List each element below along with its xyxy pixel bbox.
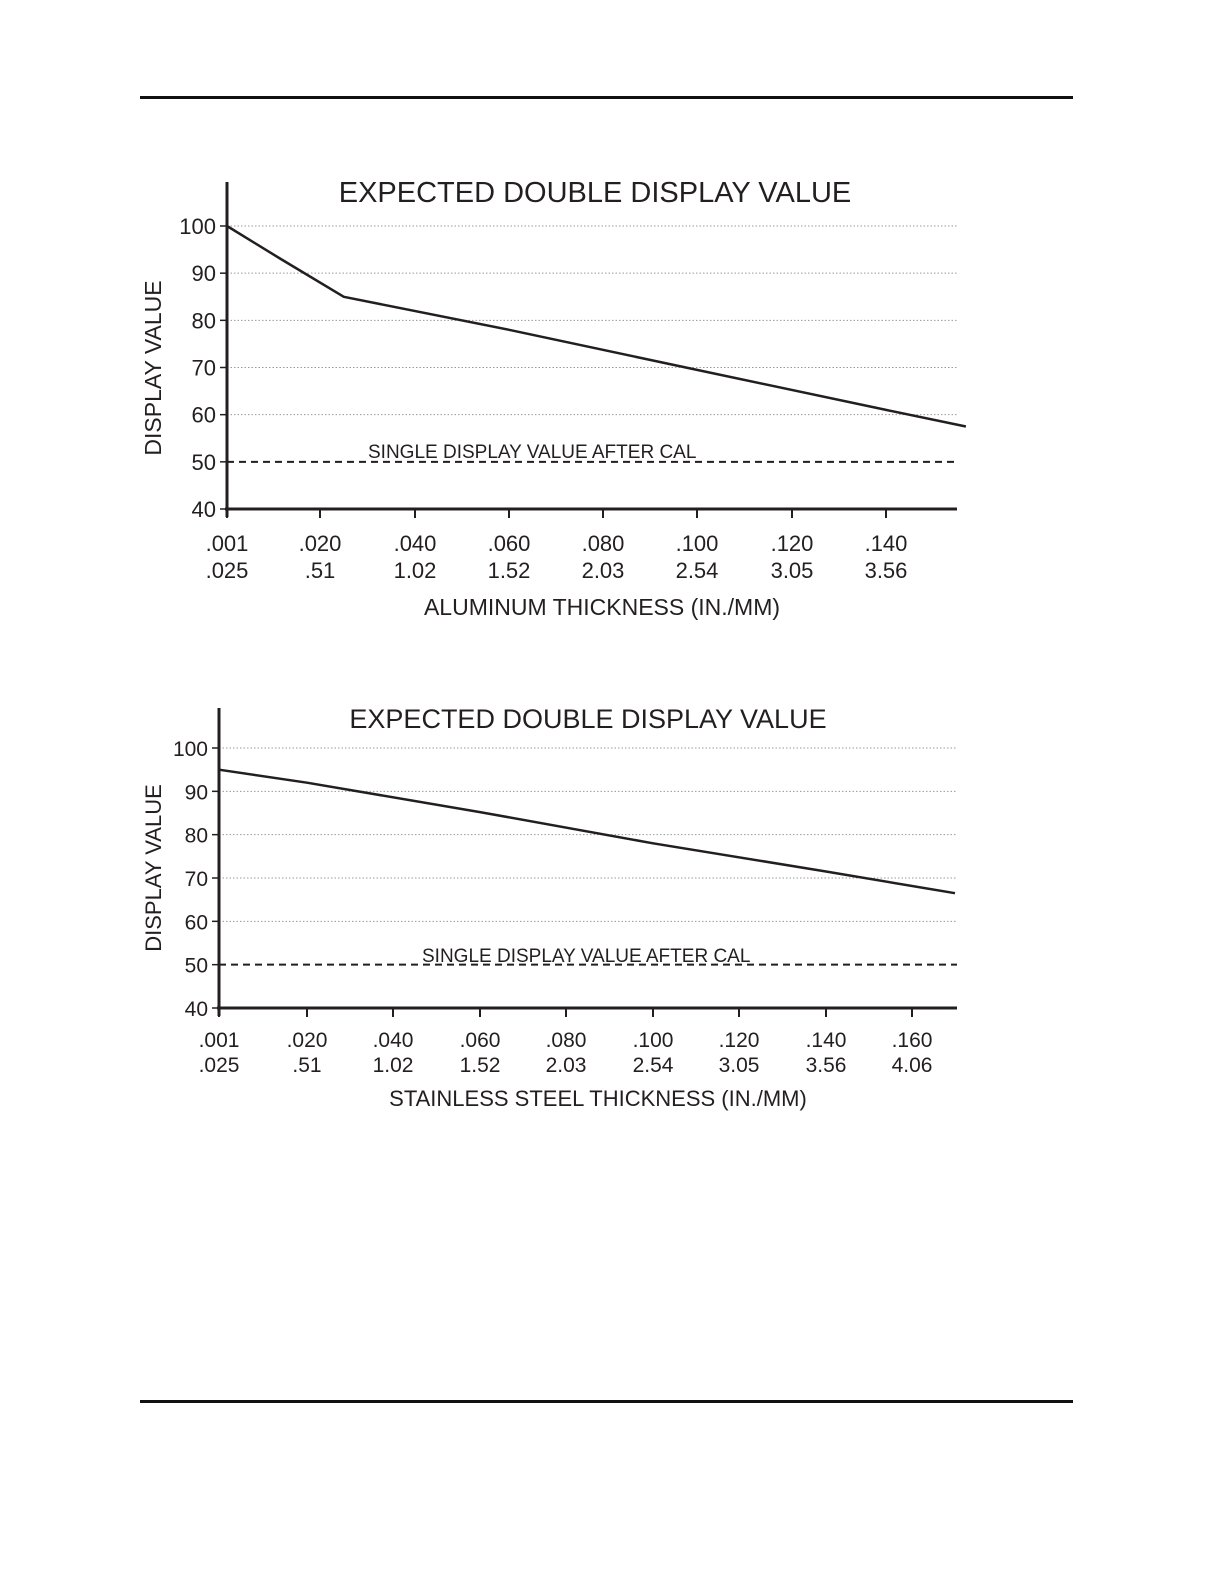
bottom-rule <box>140 1400 1073 1403</box>
x-tick-label-in: .100 <box>632 1029 674 1052</box>
x-tick-label-in: .120 <box>770 531 814 556</box>
x-tick-label-mm: 3.05 <box>770 558 814 583</box>
x-tick-label-mm: 3.56 <box>864 558 908 583</box>
x-axis-label: STAINLESS STEEL THICKNESS (IN./MM) <box>389 1086 807 1111</box>
chart-title: EXPECTED DOUBLE DISPLAY VALUE <box>338 177 852 209</box>
x-tick-label-mm: .025 <box>198 1054 240 1077</box>
chart-title: EXPECTED DOUBLE DISPLAY VALUE <box>349 704 827 734</box>
y-tick-label: 60 <box>184 911 208 935</box>
x-tick-label-mm: 2.03 <box>545 1054 587 1077</box>
top-rule <box>140 96 1073 99</box>
y-tick-label: 70 <box>184 868 208 891</box>
x-tick-label-in: .120 <box>718 1029 760 1052</box>
x-tick-label-in: .020 <box>298 531 342 556</box>
x-tick-label-mm: 1.52 <box>487 558 531 583</box>
y-axis-label: DISPLAY VALUE <box>140 280 166 456</box>
x-tick-label-mm: 2.03 <box>581 558 625 583</box>
x-tick-label-mm: 2.54 <box>632 1054 674 1077</box>
x-tick-label-in: .140 <box>864 531 908 556</box>
y-tick-label: 100 <box>172 738 208 761</box>
x-tick-label-in: .140 <box>805 1029 847 1052</box>
reference-line-label: SINGLE DISPLAY VALUE AFTER CAL <box>422 946 751 967</box>
y-tick-label: 50 <box>184 954 208 978</box>
y-axis-label: DISPLAY VALUE <box>141 784 166 952</box>
x-tick-label-in: .080 <box>581 531 625 556</box>
x-tick-label-mm: .51 <box>304 558 336 583</box>
x-tick-label-mm: .51 <box>292 1054 322 1077</box>
y-tick-label: 60 <box>191 402 216 428</box>
aluminum-chart <box>0 170 1224 640</box>
x-tick-label-mm: .025 <box>205 558 249 583</box>
y-tick-label: 80 <box>184 824 208 848</box>
x-tick-label-mm: 2.54 <box>675 558 719 583</box>
x-tick-label-in: .100 <box>675 531 719 556</box>
y-tick-label: 90 <box>191 261 216 287</box>
reference-line-label: SINGLE DISPLAY VALUE AFTER CAL <box>368 442 697 463</box>
y-tick-label: 40 <box>191 497 216 522</box>
series-line <box>227 226 966 427</box>
y-tick-label: 90 <box>184 781 208 805</box>
x-tick-label-mm: 1.02 <box>393 558 437 583</box>
x-tick-label-in: .060 <box>487 531 531 556</box>
y-tick-label: 70 <box>191 355 216 381</box>
x-tick-label-in: .040 <box>372 1029 414 1052</box>
x-tick-label-in: .001 <box>198 1029 240 1052</box>
stainless-steel-chart <box>0 700 1224 1130</box>
x-tick-label-in: .080 <box>545 1029 587 1052</box>
x-tick-label-in: .001 <box>205 531 249 556</box>
x-tick-label-in: .020 <box>286 1029 328 1052</box>
x-tick-label-mm: 3.56 <box>805 1054 847 1077</box>
x-tick-label-mm: 1.52 <box>459 1054 501 1077</box>
y-tick-label: 80 <box>191 308 216 334</box>
series-line <box>219 770 955 894</box>
x-tick-label-in: .160 <box>891 1029 933 1052</box>
y-tick-label: 100 <box>179 214 216 239</box>
x-tick-label-mm: 1.02 <box>372 1054 414 1077</box>
x-tick-label-in: .060 <box>459 1029 501 1052</box>
x-tick-label-mm: 3.05 <box>718 1054 760 1077</box>
x-tick-label-in: .040 <box>393 531 437 556</box>
x-tick-label-mm: 4.06 <box>891 1054 933 1077</box>
x-axis-label: ALUMINUM THICKNESS (IN./MM) <box>423 594 781 620</box>
y-tick-label: 40 <box>184 998 208 1021</box>
y-tick-label: 50 <box>191 449 216 475</box>
